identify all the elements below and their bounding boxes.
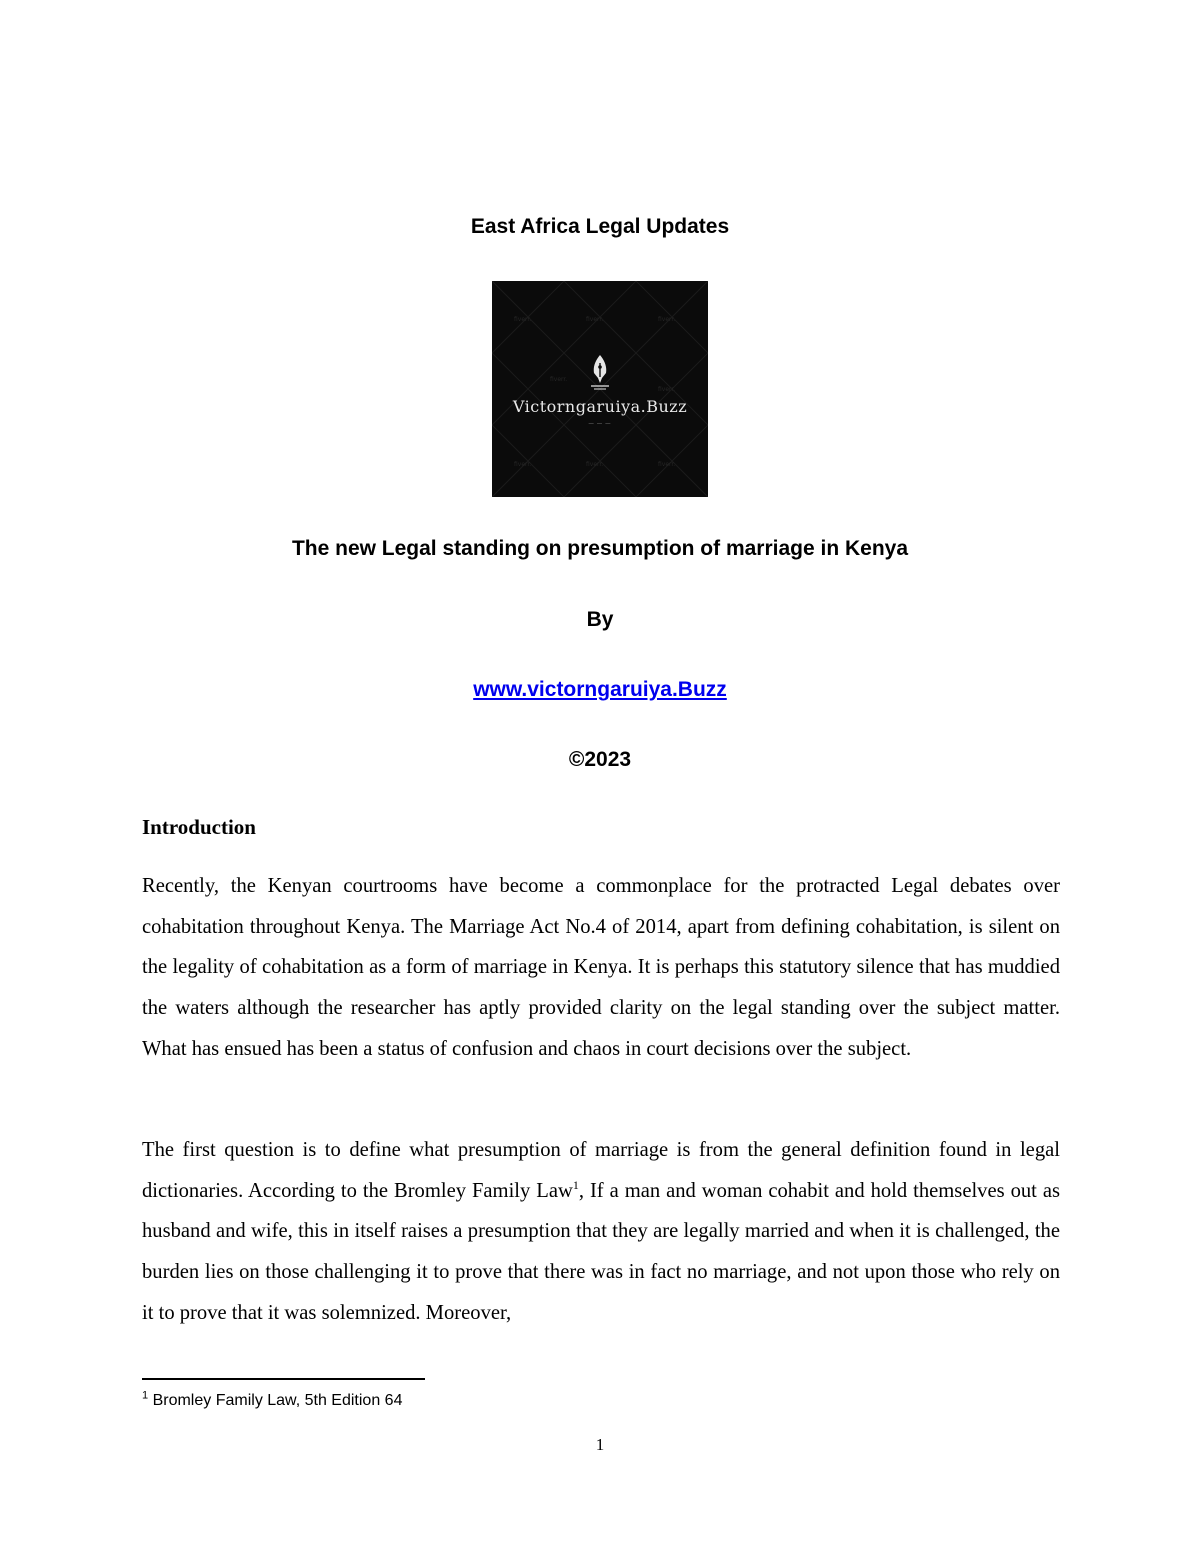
section-heading-introduction: Introduction — [142, 815, 256, 839]
body-paragraph-1: Recently, the Kenyan courtrooms have become a commonplace for the protracted Legal debates over cohabitation throughout Kenya. The Marriage Act No.4 of 2014, apart from defining cohabitation, is silent on the legality of cohabitation as a form of marriage in Kenya. It is perhaps this statutory silence that has muddied the waters although the researcher has aptly provided clarity on the legal standing over the subject matter. What has ensued has been a status of confusion and chaos in court decisions over the subject. — [142, 875, 1060, 1060]
svg-text:fiverr.: fiverr. — [658, 461, 676, 468]
paragraph-text-part: The first question is to define what presumption of marriage is from the general definition found in legal dictionaries. According to the Bromley Family Law — [142, 1139, 1060, 1202]
pen-nib-icon — [591, 355, 609, 389]
logo-tagline: — — — — [588, 421, 612, 427]
logo-pattern — [492, 281, 708, 497]
footnote-separator — [142, 1378, 425, 1380]
copyright-notice: ©2023 — [568, 748, 632, 771]
paragraph-text-part: , If a man and woman cohabit and hold themselves out as husband and wife, this in itself raises a presumption that they are legally married and when it is challenged, the burden lies on those challenging it to prove that there was in fact no marriage, and not upon those who rely on it to prove that it was solemnized. Moreover, — [142, 1179, 1060, 1324]
footnote-text: Bromley Family Law, 5th Edition 64 — [152, 1392, 403, 1409]
footnote-marker: 1 — [142, 1389, 149, 1402]
logo-brand-text: Victorngaruiya.Buzz — [512, 397, 688, 416]
brand-logo — [492, 281, 708, 497]
website-link[interactable]: www.victorngaruiya.Buzz — [473, 678, 727, 701]
byline-label: By — [586, 608, 614, 631]
body-paragraph-2 — [142, 1130, 1060, 1334]
svg-text:fiverr.: fiverr. — [550, 376, 568, 383]
svg-text:fiverr.: fiverr. — [586, 316, 604, 323]
svg-text:fiverr.: fiverr. — [658, 316, 676, 323]
footnote — [142, 1390, 402, 1412]
svg-text:fiverr.: fiverr. — [514, 316, 532, 323]
document-header: East Africa Legal Updates — [470, 215, 730, 238]
page-number: 1 — [595, 1435, 605, 1454]
svg-text:fiverr.: fiverr. — [586, 461, 604, 468]
svg-text:fiverr.: fiverr. — [658, 386, 676, 393]
document-title: The new Legal standing on presumption of marriage in Kenya — [291, 537, 909, 560]
footnote-reference[interactable]: 1 — [572, 1177, 579, 1192]
svg-text:fiverr.: fiverr. — [514, 461, 532, 468]
